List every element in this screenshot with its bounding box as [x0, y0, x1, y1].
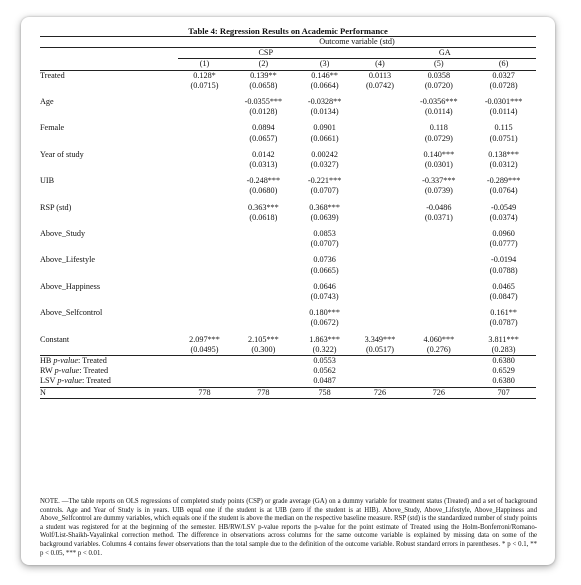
n-cell: 758 [296, 387, 354, 398]
coef-cell: 0.0894 [252, 123, 275, 133]
n-cell: 778 [231, 387, 296, 398]
column-number: (5) [406, 59, 471, 70]
coef-cell: 0.139** [250, 70, 277, 80]
se-cell: (0.0715) [190, 80, 219, 90]
coef-cell [178, 282, 231, 292]
se-cell: (0.0777) [489, 239, 518, 249]
coef-cell [178, 150, 231, 160]
coef-row [40, 308, 536, 318]
pvalue-cell [231, 366, 296, 376]
se-cell [353, 186, 406, 196]
coef-cell: 0.138*** [488, 149, 519, 159]
row-label-blank [40, 107, 178, 117]
coef-cell [353, 203, 406, 213]
group-ga: GA [353, 48, 536, 59]
coef-cell: 0.128* [193, 70, 216, 80]
pvalue-prefix: HB [40, 356, 54, 366]
pvalue-cell [406, 376, 471, 387]
column-number: (1) [178, 59, 231, 70]
coef-cell: 2.105*** [248, 334, 279, 344]
se-cell [178, 239, 231, 249]
se-cell: (0.0313) [249, 160, 278, 170]
row-label: UIB [40, 176, 55, 186]
table-title: Table 4: Regression Results on Academic Performance [188, 26, 388, 36]
se-cell [231, 318, 296, 328]
se-cell: (0.0742) [365, 80, 394, 90]
se-cell [178, 160, 231, 170]
coef-cell [353, 255, 406, 265]
pvalue-label [40, 376, 178, 387]
coef-cell [353, 176, 406, 186]
coef-cell: -0.0301*** [484, 97, 523, 107]
se-cell [178, 134, 231, 144]
se-cell [406, 239, 471, 249]
coef-cell: -0.221*** [307, 176, 342, 186]
se-cell [178, 186, 231, 196]
pvalue-cell: 0.0487 [313, 376, 336, 386]
coef-cell: 4.060*** [423, 334, 455, 344]
coef-cell: 0.0358 [427, 70, 451, 80]
pvalue-suffix: : Treated [81, 376, 111, 386]
header-outcome-row [40, 37, 536, 48]
row-label-blank [40, 213, 178, 223]
se-cell: (0.0128) [249, 107, 278, 117]
se-cell: (0.276) [426, 344, 451, 354]
se-cell: (0.0743) [310, 292, 339, 302]
pvalue-row [40, 356, 536, 367]
coef-row [40, 70, 536, 81]
coef-row [40, 282, 536, 292]
pvalue-suffix: : Treated [79, 366, 109, 376]
pvalue-cell: 0.6380 [471, 356, 536, 367]
coef-row [40, 229, 536, 239]
row-label: Above_Selfcontrol [40, 308, 103, 318]
coef-cell [406, 255, 471, 265]
coef-row [40, 176, 536, 186]
coef-cell: 0.00242 [311, 149, 338, 159]
se-cell: (0.0707) [310, 239, 339, 249]
coef-cell: 0.0646 [313, 281, 336, 291]
coef-cell: 3.349*** [364, 334, 396, 344]
outcome-header: Outcome variable (std) [178, 37, 536, 48]
se-cell: (0.0661) [310, 133, 339, 143]
se-cell [231, 239, 296, 249]
pvalue-prefix: LSV [40, 376, 58, 386]
pvalue-italic: p-value [53, 356, 78, 366]
pvalue-cell [231, 376, 296, 387]
coef-cell [231, 308, 296, 318]
pvalue-row [40, 376, 536, 387]
se-cell: (0.0728) [489, 80, 518, 90]
coef-cell [406, 282, 471, 292]
pvalue-cell [353, 356, 406, 367]
se-cell: (0.0729) [424, 133, 453, 143]
se-cell: (0.0114) [489, 107, 518, 117]
se-cell: (0.0788) [489, 265, 518, 275]
column-number: (4) [353, 59, 406, 70]
coef-cell [178, 308, 231, 318]
se-row [40, 239, 536, 249]
row-label: Female [40, 123, 65, 133]
se-cell: (0.0301) [424, 160, 453, 170]
row-label: Above_Lifestyle [40, 255, 96, 265]
coef-cell: -0.0355*** [244, 97, 283, 107]
pvalue-label [40, 366, 178, 376]
coef-cell: -0.337*** [422, 176, 456, 186]
coef-cell [231, 229, 296, 239]
coef-cell [178, 203, 231, 213]
coef-row [40, 335, 536, 345]
row-label-blank [40, 186, 178, 196]
row-label: Above_Happiness [40, 281, 101, 291]
header-blank [40, 37, 178, 48]
se-row [40, 160, 536, 170]
se-cell: (0.0327) [310, 160, 339, 170]
coef-cell: 0.0736 [313, 255, 336, 265]
se-cell: (0.0751) [489, 133, 518, 143]
pvalue-suffix: : Treated [77, 356, 107, 366]
n-cell: 726 [406, 387, 471, 398]
pvalue-cell: 0.0553 [296, 356, 354, 367]
coef-cell: 0.0465 [492, 281, 515, 291]
se-cell [353, 239, 406, 249]
coef-row [40, 255, 536, 265]
coef-cell: 0.180*** [309, 308, 340, 318]
regression-table [40, 36, 536, 399]
se-cell: (0.0517) [365, 344, 394, 354]
coef-cell: 0.0142 [252, 149, 275, 159]
coef-cell: 0.161** [490, 308, 517, 318]
n-row [40, 387, 536, 398]
se-cell: (0.0672) [310, 318, 339, 328]
se-row [40, 266, 536, 276]
se-cell [178, 292, 231, 302]
se-cell [406, 292, 471, 302]
pvalue-cell [178, 356, 231, 367]
coef-cell: -0.0486 [426, 202, 452, 212]
header-blank [40, 48, 178, 59]
coef-cell: -0.0549 [490, 202, 517, 212]
se-cell [353, 213, 406, 223]
coef-cell: 2.097*** [189, 334, 220, 344]
row-label-blank [40, 81, 178, 91]
se-cell [353, 107, 406, 117]
n-cell: 778 [178, 387, 231, 398]
se-cell: (0.0787) [489, 318, 518, 328]
pvalue-row [40, 366, 536, 376]
coef-cell: 0.140*** [423, 149, 455, 159]
coef-cell: 0.363*** [248, 202, 279, 212]
se-cell: (0.0764) [489, 186, 518, 196]
pvalue-italic: p-value [57, 376, 82, 386]
se-cell: (0.0312) [489, 160, 518, 170]
coef-cell: -0.0356*** [420, 97, 458, 107]
coef-row [40, 203, 536, 213]
se-row [40, 292, 536, 302]
pvalue-cell [178, 376, 231, 387]
n-cell: 726 [353, 387, 406, 398]
se-cell: (0.0618) [249, 212, 278, 222]
se-cell: (0.0658) [249, 80, 278, 90]
se-cell: (0.0134) [310, 107, 339, 117]
column-number: (2) [231, 59, 296, 70]
se-cell: (0.0114) [424, 107, 453, 117]
coef-cell: -0.0328** [307, 97, 342, 107]
coef-cell: 0.368*** [309, 202, 340, 212]
se-row [40, 107, 536, 117]
header-blank [40, 59, 178, 70]
coef-cell [406, 229, 471, 239]
coef-cell: 0.0113 [368, 70, 392, 80]
coef-row [40, 150, 536, 160]
coef-cell [231, 282, 296, 292]
se-cell: (0.0374) [489, 212, 518, 222]
coef-cell: 0.0853 [313, 229, 336, 239]
se-cell: (0.0664) [310, 80, 339, 90]
se-cell [353, 318, 406, 328]
se-cell [231, 266, 296, 276]
row-label-blank [40, 239, 178, 249]
se-cell [353, 266, 406, 276]
row-label-blank [40, 318, 178, 328]
se-cell [406, 318, 471, 328]
coef-cell: 0.0327 [492, 70, 515, 80]
row-label-blank [40, 160, 178, 170]
coef-cell [353, 308, 406, 318]
se-cell: (0.0495) [190, 344, 219, 354]
se-row [40, 345, 536, 356]
se-cell [231, 292, 296, 302]
coef-cell: -0.0194 [490, 255, 517, 265]
pvalue-italic: p-value [54, 366, 80, 376]
table-card [21, 17, 555, 565]
row-label: Year of study [40, 149, 84, 159]
se-cell: (0.0739) [424, 186, 453, 196]
pvalue-label [40, 356, 178, 367]
coef-cell [353, 150, 406, 160]
coef-cell [406, 308, 471, 318]
se-cell: (0.0665) [310, 265, 339, 275]
row-label-blank [40, 292, 178, 302]
row-label: Above_Study [40, 229, 86, 239]
coef-cell: 1.863*** [309, 334, 340, 344]
coef-cell [178, 229, 231, 239]
se-cell: (0.283) [491, 344, 516, 354]
table-note: NOTE. —The table reports on OLS regressions of completed study points (CSP) or grade average (GA) on a dummy variable for treatment status (Treated) and a set of background controls. Age and Year of Study is in years. UIB equal one if the student is at UIB (zero if the student is at HIB). Above_Study, Above_Lifestyle, Above_Happiness and Above_Selfcontrol are dummy variables, which equals one if the student is above the median on the respective baseline measure. RSP (std) is the standardized number of study points a student was registered for at the beginning of the semester. HB/RW/LSV p-value reports the p-value for the point estimate of Treated using the Holm-Bonferroni/Romano-Wolf/List-Shaikh-Vayalinkal correction method. The difference in observations across columns for the same outcome variable is explained by missing data on some of the background variables. Columns 4 contains fewer observations than the total sample due to the definition of the outcome variable. Robust standard errors in parentheses. * p < 0.1, ** p < 0.05, *** p < 0.01. [40, 498, 537, 557]
header-columns-row [40, 59, 536, 70]
se-cell: (0.0657) [249, 133, 278, 143]
se-row [40, 213, 536, 223]
header-group-row [40, 48, 536, 59]
row-label: Age [40, 97, 54, 107]
coef-cell [353, 229, 406, 239]
pvalue-cell [353, 376, 406, 387]
se-row [40, 134, 536, 144]
coef-cell [231, 255, 296, 265]
column-number: (3) [296, 59, 354, 70]
se-cell: (0.322) [312, 344, 337, 354]
se-cell: (0.300) [251, 344, 276, 354]
se-cell: (0.0847) [489, 292, 518, 302]
coef-cell [178, 123, 231, 133]
se-cell: (0.0680) [249, 186, 278, 196]
row-label: RSP (std) [40, 202, 72, 212]
se-cell [353, 292, 406, 302]
se-row [40, 318, 536, 328]
coef-cell [353, 282, 406, 292]
coef-cell [178, 97, 231, 107]
se-row [40, 81, 536, 91]
coef-cell: 0.146** [311, 70, 338, 80]
pvalue-cell: 0.6380 [492, 376, 515, 386]
coef-cell: 3.811*** [488, 334, 519, 344]
coef-row [40, 123, 536, 133]
se-row [40, 186, 536, 196]
se-cell: (0.0707) [310, 186, 339, 196]
se-cell [178, 266, 231, 276]
pvalue-cell [406, 366, 471, 376]
pvalue-cell [353, 366, 406, 376]
pvalue-cell [406, 356, 471, 367]
coef-cell [178, 176, 231, 186]
se-cell [406, 266, 471, 276]
row-label-blank [40, 345, 178, 356]
row-label: Constant [40, 334, 70, 344]
group-csp: CSP [178, 48, 353, 59]
n-cell: 707 [471, 387, 536, 398]
row-label-blank [40, 266, 178, 276]
n-label: N [40, 387, 178, 398]
se-cell [353, 134, 406, 144]
coef-cell: -0.289*** [486, 176, 521, 186]
se-cell [178, 318, 231, 328]
row-label-blank [40, 134, 178, 144]
se-cell [353, 160, 406, 170]
pvalue-cell: 0.6529 [492, 366, 515, 376]
coef-cell: 0.115 [494, 123, 513, 133]
pvalue-prefix: RW [40, 366, 55, 376]
row-label: Treated [40, 70, 65, 80]
se-cell: (0.0720) [424, 80, 453, 90]
coef-row [40, 97, 536, 107]
pvalue-cell [231, 356, 296, 367]
coef-cell: -0.248*** [246, 176, 281, 186]
pvalue-cell: 0.0562 [313, 366, 336, 376]
se-cell [178, 107, 231, 117]
se-cell [178, 213, 231, 223]
coef-cell: 0.118 [429, 123, 448, 133]
pvalue-cell [178, 366, 231, 376]
se-cell: (0.0639) [310, 212, 339, 222]
coef-cell: 0.0901 [313, 123, 336, 133]
column-number: (6) [471, 59, 536, 70]
coef-cell: 0.0960 [492, 229, 515, 239]
coef-cell [353, 97, 406, 107]
coef-cell [353, 123, 406, 133]
coef-cell [178, 255, 231, 265]
se-cell: (0.0371) [424, 212, 453, 222]
